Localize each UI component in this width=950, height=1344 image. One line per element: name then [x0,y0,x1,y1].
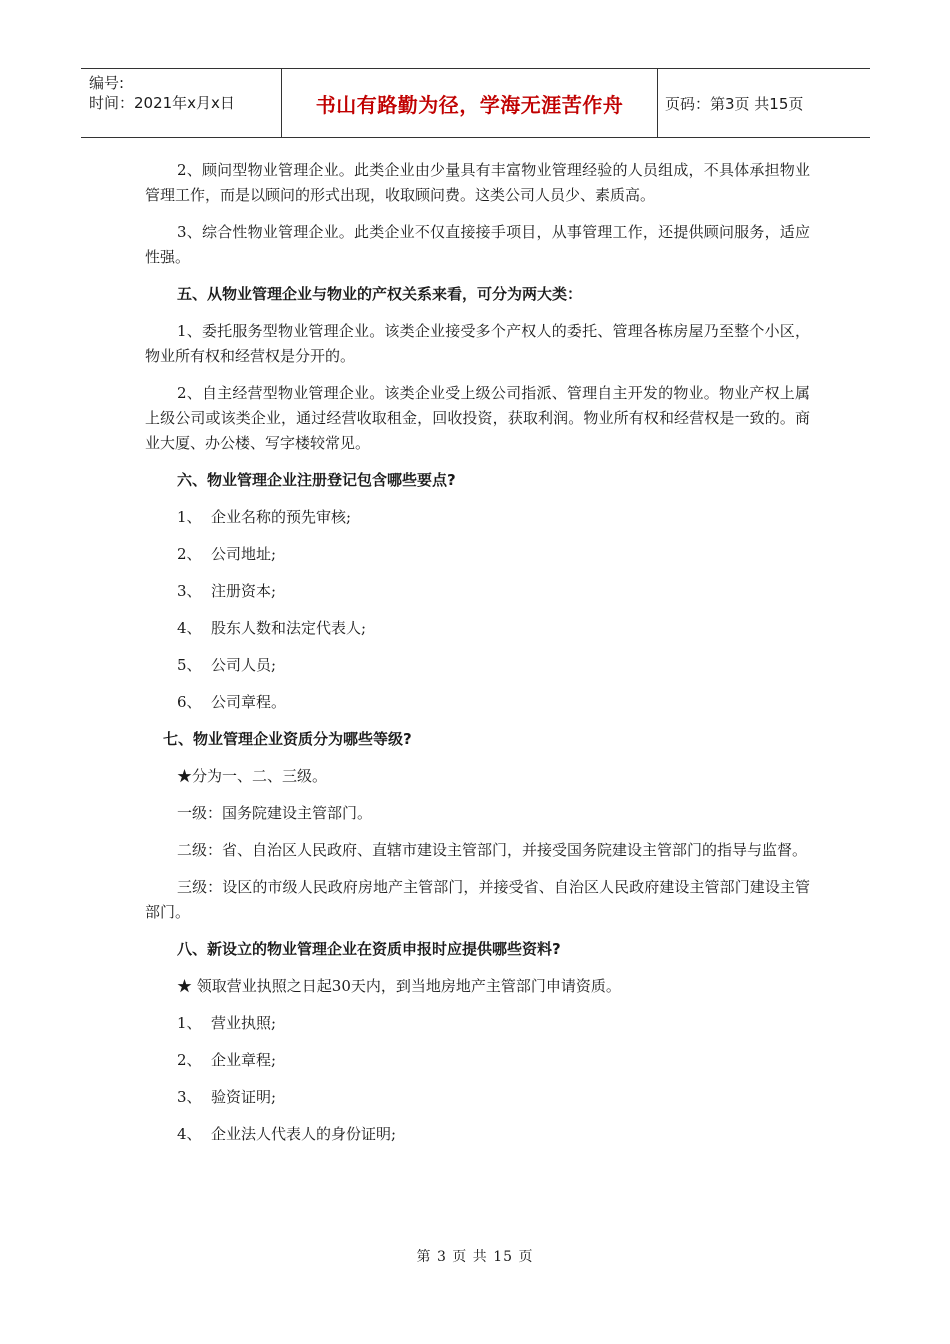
list-item-number: 2、 [177,545,202,563]
paragraph: 1、委托服务型物业管理企业。该类企业接受多个产权人的委托、管理各栋房屋乃至整个小区，物业所有权和经营权是分开的。 [145,322,810,365]
paragraph: 2、自主经营型物业管理企业。该类企业受上级公司指派、管理自主开发的物业。物业产权上属上级公司或该类企业，通过经营收取租金，回收投资，获取利润。物业所有权和经营权是一致的。商业大厦、办公楼、写字楼较常见。 [145,384,810,452]
list-item [177,690,810,715]
list-item [177,616,810,641]
list-item [177,542,810,567]
header-motto: 书山有路勤为径，学海无涯苦作舟 [281,69,658,137]
paragraph: 2、顾问型物业管理企业。此类企业由少量具有丰富物业管理经验的人员组成，不具体承担物业管理工作，而是以顾问的形式出现，收取顾问费。这类公司人员少、素质高。 [145,161,810,204]
paragraph: ★分为一、二、三级。 [177,767,328,785]
page-footer: 第 3 页 共 15 页 [416,1249,534,1265]
list-item [177,505,810,530]
list-item [177,1048,810,1073]
list-item-number: 6、 [177,693,202,711]
list-item [177,1085,810,1110]
list-item-number: 4、 [177,619,202,637]
list-item-number: 3、 [177,582,202,600]
number-label: 编号: [89,74,125,92]
list-item-text: 公司地址; [211,545,277,563]
list-item [177,1011,810,1036]
paragraph: 二级：省、自治区人民政府、直辖市建设主管部门，并接受国务院建设主管部门的指导与监督。 [177,841,808,859]
list-item-text: 公司人员; [211,656,277,674]
list-item-text: 企业法人代表人的身份证明; [211,1125,397,1143]
list-item-number: 5、 [177,656,202,674]
header-page-info: 页码：第3页 共15页 [665,94,804,113]
date-label: 时间：2021年x月x日 [89,94,235,112]
paragraph: ★ 领取营业执照之日起30天内，到当地房地产主管部门申请资质。 [177,977,621,995]
list-item [177,579,810,604]
list-item-text: 营业执照; [211,1014,277,1032]
paragraph: 一级：国务院建设主管部门。 [177,804,373,822]
list-item-text: 注册资本; [211,582,277,600]
paragraph: 3、综合性物业管理企业。此类企业不仅直接接手项目，从事管理工作，还提供顾问服务，适应性强。 [145,223,810,266]
list-item-number: 1、 [177,1014,202,1032]
list-item-number: 3、 [177,1088,202,1106]
section-heading-7: 七、物业管理企业资质分为哪些等级? [163,730,412,748]
header-meta-cell [81,69,281,137]
list-item-number: 2、 [177,1051,202,1069]
list-item-text: 股东人数和法定代表人; [211,619,367,637]
list-item-number: 4、 [177,1125,202,1143]
list-item [177,653,810,678]
section-heading-8: 八、新设立的物业管理企业在资质申报时应提供哪些资料? [177,940,561,958]
paragraph: 三级：设区的市级人民政府房地产主管部门，并接受省、自治区人民政府建设主管部门建设主管部门。 [145,878,810,921]
list-item-text: 验资证明; [211,1088,277,1106]
document-body [145,158,810,1159]
list-item [177,1122,810,1147]
section-heading-5: 五、从物业管理企业与物业的产权关系来看，可分为两大类： [177,285,583,303]
list-item-text: 公司章程。 [211,693,287,711]
section-heading-6: 六、物业管理企业注册登记包含哪些要点? [177,471,456,489]
list-item-text: 企业名称的预先审核; [211,508,352,526]
page-header [81,68,870,138]
list-item-text: 企业章程; [211,1051,277,1069]
list-item-number: 1、 [177,508,202,526]
